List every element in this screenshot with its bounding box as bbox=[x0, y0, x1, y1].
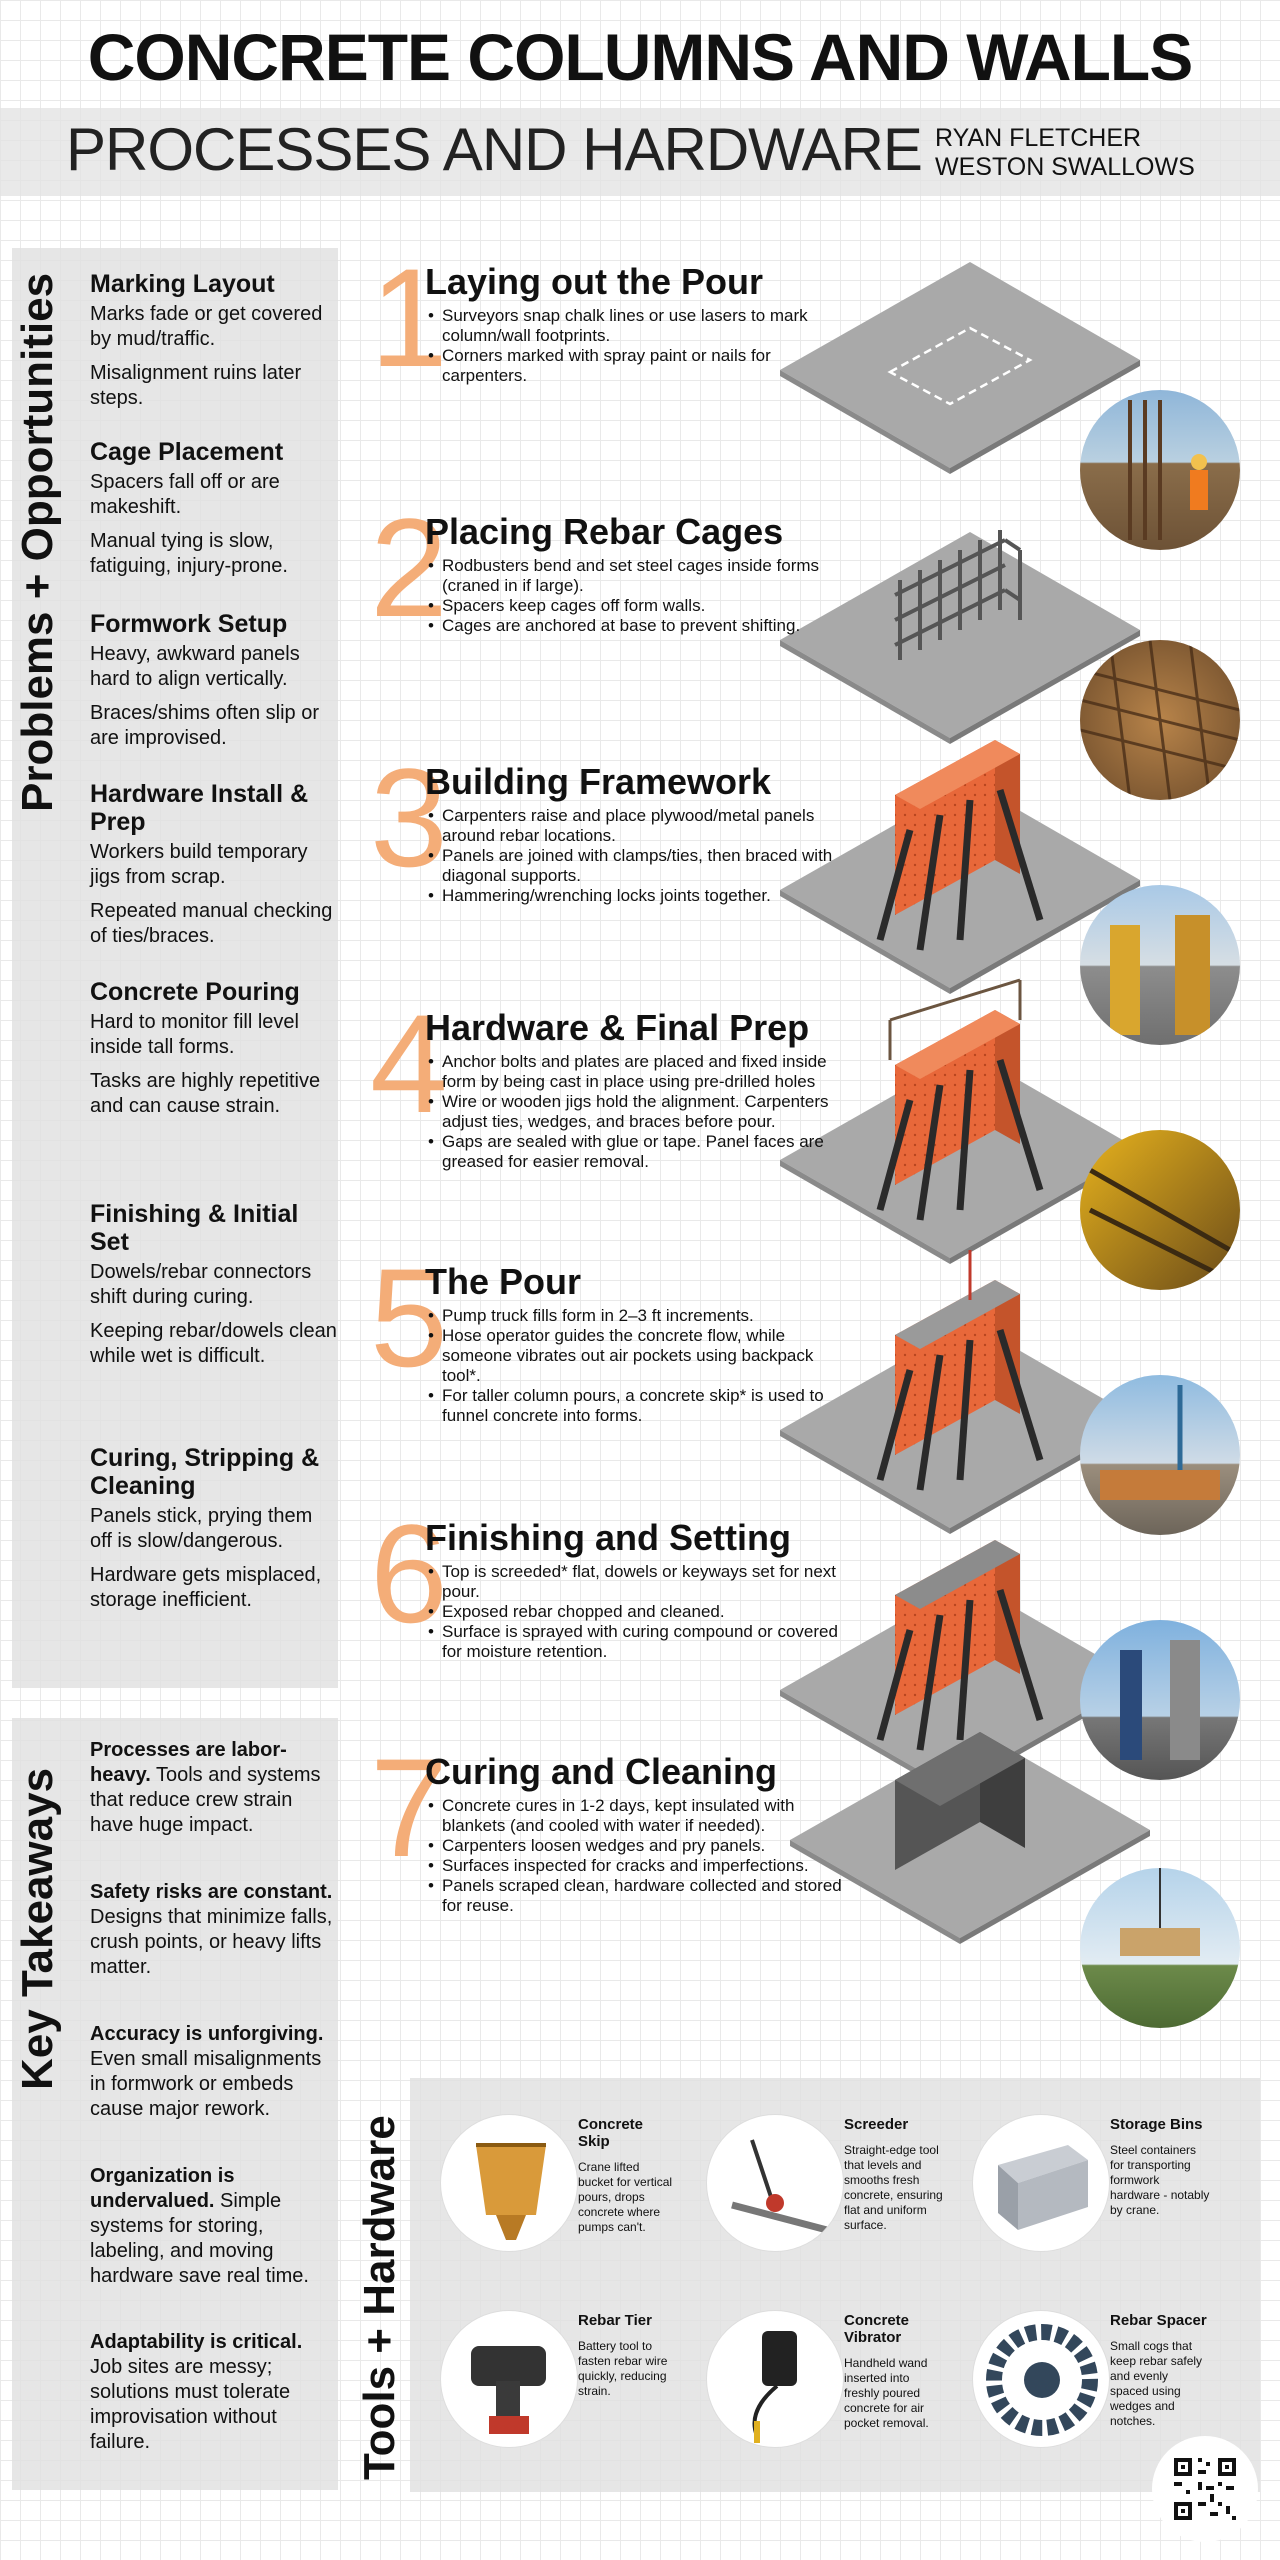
step-title: Laying out the Pour bbox=[425, 261, 763, 302]
problem-point: Keeping rebar/dowels clean while wet is difficult. bbox=[90, 1320, 337, 1367]
tools-section-label: Tools + Hardware bbox=[355, 2115, 404, 2480]
takeaway-text: Simple systems for storing, labeling, and moving hardware save real time. bbox=[90, 2190, 309, 2287]
tool-name: Concrete Skip bbox=[578, 2116, 644, 2150]
problem-title: Finishing & Initial Set bbox=[90, 1200, 299, 1256]
step-bullet: • Wire or wooden jigs hold the alignment. Carpenters adjust ties, wedges, and braces before pour. bbox=[428, 1092, 848, 1132]
step-bullet: • Carpenters raise and place plywood/metal panels around rebar locations. bbox=[428, 806, 848, 846]
step-title: Building Framework bbox=[425, 761, 772, 802]
step-number: 5 bbox=[370, 1239, 448, 1396]
step-bullet: • Rodbusters bend and set steel cages inside forms (craned in if large). bbox=[428, 556, 848, 596]
step-5 bbox=[370, 1239, 870, 1426]
step-bullet: • Surface is sprayed with curing compound or covered for moisture retention. bbox=[428, 1622, 848, 1662]
concrete-skip-icon bbox=[440, 2114, 578, 2252]
problem-item bbox=[90, 438, 338, 588]
problem-point: Marks fade or get covered by mud/traffic. bbox=[90, 303, 323, 350]
tool-desc: Handheld wand inserted into freshly poured concrete for air pocket removal. bbox=[844, 2356, 929, 2430]
photo-pour bbox=[1080, 1375, 1240, 1535]
takeaway-item bbox=[90, 2022, 338, 2122]
problem-item bbox=[90, 780, 338, 958]
step-bullet: • Hammering/wrenching locks joints together. bbox=[428, 886, 848, 906]
problem-point: Repeated manual checking of ties/braces. bbox=[90, 900, 333, 947]
problem-item bbox=[90, 610, 338, 760]
problem-point: Misalignment ruins later steps. bbox=[90, 362, 302, 409]
step-bullet: • Top is screeded* flat, dowels or keyways set for next pour. bbox=[428, 1562, 848, 1602]
photo-framework bbox=[1080, 885, 1240, 1045]
problem-point: Dowels/rebar connectors shift during curing. bbox=[90, 1261, 312, 1308]
problem-point: Panels stick, prying them off is slow/dangerous. bbox=[90, 1505, 313, 1552]
problem-title: Marking Layout bbox=[90, 270, 275, 298]
screeder-icon bbox=[706, 2114, 844, 2252]
problem-title: Concrete Pouring bbox=[90, 978, 300, 1006]
takeaway-text: Tools and systems that reduce crew strain have huge impact. bbox=[90, 1764, 321, 1836]
tool-name: Concrete Vibrator bbox=[844, 2312, 910, 2346]
step-title: Hardware & Final Prep bbox=[425, 1007, 810, 1048]
takeaway-lead: Processes are labor-heavy. bbox=[90, 1739, 287, 1786]
rebar-tier-icon bbox=[440, 2310, 578, 2448]
takeaway-item bbox=[90, 1880, 338, 1980]
author-name: RYAN FLETCHER bbox=[935, 124, 1142, 152]
step-bullet: • Panels are joined with clamps/ties, then braced with diagonal supports. bbox=[428, 846, 848, 886]
problem-point: Heavy, awkward panels hard to align vertically. bbox=[90, 643, 300, 690]
step-bullet: • Hose operator guides the concrete flow, while someone vibrates out air pockets using backpack tool*. bbox=[428, 1326, 848, 1386]
problem-item bbox=[90, 978, 338, 1128]
tool-desc: Straight-edge tool that levels and smooths fresh concrete, ensuring flat and uniform surface. bbox=[844, 2143, 943, 2232]
tool-storage-bins bbox=[1110, 2116, 1210, 2218]
problem-item bbox=[90, 270, 338, 420]
step-number: 7 bbox=[370, 1729, 448, 1886]
step-title: Curing and Cleaning bbox=[425, 1751, 778, 1792]
takeaways-section-label: Key Takeaways bbox=[13, 1767, 62, 2090]
takeaway-lead: Safety risks are constant. bbox=[90, 1881, 333, 1903]
problem-point: Hardware gets misplaced, storage inefficient. bbox=[90, 1564, 322, 1611]
step-1 bbox=[370, 239, 870, 396]
step-bullet: • Gaps are sealed with glue or tape. Panel faces are greased for easier removal. bbox=[428, 1132, 848, 1172]
page-title: CONCRETE COLUMNS AND WALLS bbox=[87, 20, 1193, 94]
tool-name: Storage Bins bbox=[1110, 2116, 1203, 2133]
step-2 bbox=[370, 489, 870, 646]
problem-title: Curing, Stripping & Cleaning bbox=[90, 1444, 320, 1500]
problem-title: Cage Placement bbox=[90, 438, 284, 466]
takeaway-item bbox=[90, 2164, 338, 2289]
photo-finishing bbox=[1080, 1620, 1240, 1780]
tool-desc: Crane lifted bucket for vertical pours, drops concrete where pumps can't. bbox=[578, 2160, 673, 2234]
takeaway-lead: Organization is undervalued. bbox=[90, 2165, 235, 2212]
takeaway-item bbox=[90, 1738, 338, 1838]
problem-point: Hard to monitor fill level inside tall forms. bbox=[90, 1011, 299, 1058]
problem-point: Manual tying is slow, fatiguing, injury-prone. bbox=[90, 530, 288, 577]
qr-code-icon[interactable] bbox=[1152, 2436, 1258, 2542]
step-title: The Pour bbox=[425, 1261, 582, 1302]
problem-point: Tasks are highly repetitive and can cause strain. bbox=[90, 1070, 321, 1117]
tool-screeder bbox=[844, 2116, 944, 2233]
author-name: WESTON SWALLOWS bbox=[935, 153, 1195, 181]
photo-curing bbox=[1080, 1868, 1240, 2028]
storage-bin-icon bbox=[972, 2114, 1110, 2252]
step-bullet: • For taller column pours, a concrete skip* is used to funnel concrete into forms. bbox=[428, 1386, 848, 1426]
tool-desc: Battery tool to fasten rebar wire quickly, reducing strain. bbox=[578, 2339, 668, 2398]
page-subtitle: PROCESSES AND HARDWARE bbox=[66, 116, 922, 183]
concrete-vibrator-icon bbox=[706, 2310, 844, 2448]
takeaway-lead: Adaptability is critical. bbox=[90, 2331, 303, 2353]
step-bullet: • Carpenters loosen wedges and pry panels. bbox=[428, 1836, 848, 1856]
step-bullet: • Cages are anchored at base to prevent shifting. bbox=[428, 616, 848, 636]
step-bullet: • Corners marked with spray paint or nails for carpenters. bbox=[428, 346, 848, 386]
tool-name: Screeder bbox=[844, 2116, 909, 2133]
step-bullet: • Pump truck fills form in 2–3 ft increments. bbox=[428, 1306, 848, 1326]
problem-item bbox=[90, 1200, 338, 1378]
tool-name: Rebar Spacer bbox=[1110, 2312, 1207, 2329]
step-title: Placing Rebar Cages bbox=[425, 511, 784, 552]
takeaway-lead: Accuracy is unforgiving. bbox=[90, 2023, 324, 2045]
step-bullet: • Surveyors snap chalk lines or use lasers to mark column/wall footprints. bbox=[428, 306, 848, 346]
problem-point: Spacers fall off or are makeshift. bbox=[90, 471, 280, 518]
tool-desc: Small cogs that keep rebar safely and evenly spaced using wedges and notches. bbox=[1110, 2339, 1203, 2428]
step-3 bbox=[370, 739, 870, 906]
tool-name: Rebar Tier bbox=[578, 2312, 652, 2329]
step-bullet: • Panels scraped clean, hardware collected and stored for reuse. bbox=[428, 1876, 848, 1916]
step-bullet: • Spacers keep cages off form walls. bbox=[428, 596, 848, 616]
rebar-spacer-icon bbox=[972, 2310, 1110, 2448]
step-6 bbox=[370, 1495, 870, 1662]
problem-title: Formwork Setup bbox=[90, 610, 288, 638]
tool-rebar-tier bbox=[578, 2312, 678, 2399]
takeaway-text: Job sites are messy; solutions must tolerate improvisation without failure. bbox=[90, 2356, 291, 2453]
step-number: 6 bbox=[370, 1495, 448, 1652]
step-7 bbox=[370, 1729, 870, 1916]
photo-hardware-prep bbox=[1080, 1130, 1240, 1290]
step-4 bbox=[370, 985, 870, 1172]
problems-section-label: Problems + Opportunities bbox=[13, 272, 62, 812]
photo-rebar-cage bbox=[1080, 640, 1240, 800]
takeaway-text: Designs that minimize falls, crush points, or heavy lifts matter. bbox=[90, 1906, 333, 1978]
takeaway-item bbox=[90, 2330, 338, 2455]
photo-surveying bbox=[1080, 390, 1240, 550]
problem-point: Workers build temporary jigs from scrap. bbox=[90, 841, 308, 888]
step-bullet: • Surfaces inspected for cracks and imperfections. bbox=[428, 1856, 848, 1876]
step-number: 3 bbox=[370, 739, 448, 896]
tool-rebar-spacer bbox=[1110, 2312, 1210, 2429]
tool-concrete-skip bbox=[578, 2116, 678, 2235]
problem-item bbox=[90, 1444, 338, 1622]
problem-title: Hardware Install & Prep bbox=[90, 780, 309, 836]
step-number: 2 bbox=[370, 489, 448, 646]
authors bbox=[935, 124, 1195, 182]
step-bullet: • Exposed rebar chopped and cleaned. bbox=[428, 1602, 848, 1622]
step-bullet: • Concrete cures in 1-2 days, kept insulated with blankets (and cooled with water if needed). bbox=[428, 1796, 848, 1836]
tool-desc: Steel containers for transporting formwork hardware - notably by crane. bbox=[1110, 2143, 1210, 2217]
step-bullet: • Anchor bolts and plates are placed and fixed inside form by being cast in place using pre-drilled holes bbox=[428, 1052, 848, 1092]
problem-point: Braces/shims often slip or are improvised. bbox=[90, 702, 319, 749]
step-number: 4 bbox=[370, 985, 448, 1142]
step-title: Finishing and Setting bbox=[425, 1517, 791, 1558]
tool-concrete-vibrator bbox=[844, 2312, 944, 2431]
step-number: 1 bbox=[370, 239, 448, 396]
takeaway-text: Even small misalignments in formwork or embeds cause major rework. bbox=[90, 2048, 322, 2120]
